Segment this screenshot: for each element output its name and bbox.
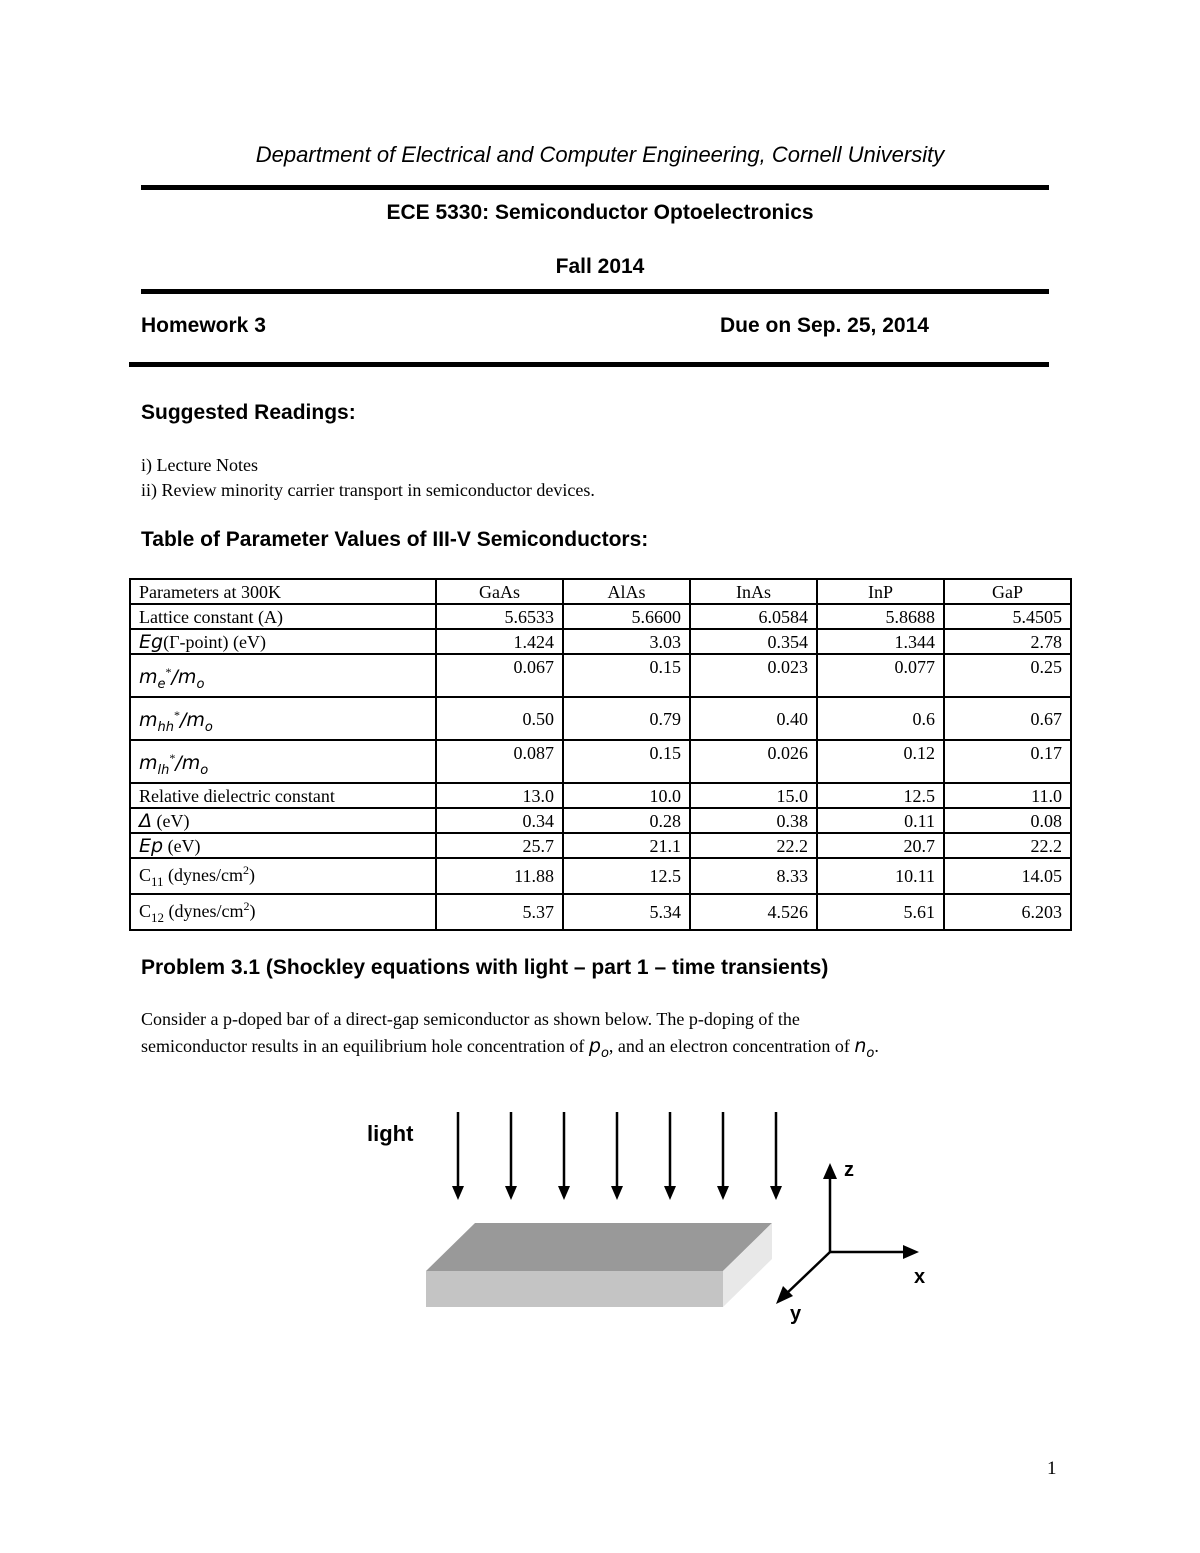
table-cell: 5.6600 (563, 604, 690, 629)
table-cell: 6.203 (944, 894, 1071, 930)
table-cell: 21.1 (563, 833, 690, 858)
unit-close: ) (249, 865, 256, 885)
symbol-m: m (139, 666, 158, 688)
axis-label-z: z (844, 1159, 854, 1181)
table-cell: 10.11 (817, 858, 944, 894)
table-cell: 5.61 (817, 894, 944, 930)
table-cell: 0.40 (690, 697, 817, 740)
light-arrowhead (558, 1186, 570, 1200)
problem-text-fragment: , and an electron concentration of (608, 1036, 855, 1056)
symbol-star: * (174, 708, 180, 722)
table-cell: 0.17 (944, 740, 1071, 783)
table-cell: 22.2 (690, 833, 817, 858)
symbol-c: C (139, 901, 152, 921)
table-cell: 0.08 (944, 808, 1071, 833)
table-cell: 0.077 (817, 654, 944, 697)
light-arrowhead (664, 1186, 676, 1200)
symbol-c-sub: 11 (151, 874, 164, 889)
symbol-sub: e (157, 677, 166, 692)
symbol-star: * (169, 751, 176, 765)
table-cell: 0.12 (817, 740, 944, 783)
symbol-p: p (588, 1035, 601, 1057)
table-cell: 3.03 (563, 629, 690, 654)
column-header: AlAs (563, 579, 690, 604)
due-date: Due on Sep. 25, 2014 (720, 314, 929, 337)
light-arrowhead (717, 1186, 729, 1200)
table-cell: 5.6533 (436, 604, 563, 629)
bar-front-face (426, 1271, 723, 1307)
table-cell: 2.78 (944, 629, 1071, 654)
table-cell: 25.7 (436, 833, 563, 858)
table-cell: 6.0584 (690, 604, 817, 629)
table-cell: 5.8688 (817, 604, 944, 629)
symbol-sub: lh (157, 763, 170, 778)
table-cell: 12.5 (817, 783, 944, 808)
problem-heading: Problem 3.1 (Shockley equations with light – part 1 – time transients) (141, 956, 829, 979)
table-cell: 0.087 (436, 740, 563, 783)
z-arrowhead (823, 1163, 837, 1179)
table-cell: 0.6 (817, 697, 944, 740)
symbol-n: n (854, 1035, 867, 1057)
table-cell: 0.11 (817, 808, 944, 833)
unit-sup: 2 (243, 863, 250, 877)
table-cell: 0.026 (690, 740, 817, 783)
column-header: Parameters at 300K (130, 579, 436, 604)
row-label-rest: (eV) (167, 835, 201, 856)
unit-close: ) (249, 901, 256, 921)
light-label: light (367, 1121, 414, 1146)
column-header: GaAs (436, 579, 563, 604)
axis-label-y: y (790, 1303, 802, 1325)
row-label: Lattice constant (A) (130, 604, 436, 629)
table-cell: 0.67 (944, 697, 1071, 740)
table-cell: 0.34 (436, 808, 563, 833)
row-label: Relative dielectric constant (130, 783, 436, 808)
table-cell: 0.023 (690, 654, 817, 697)
table-cell: 12.5 (563, 858, 690, 894)
column-header: GaP (944, 579, 1071, 604)
column-header: InP (817, 579, 944, 604)
table-cell: 0.15 (563, 740, 690, 783)
symbol-m: m (139, 752, 158, 774)
light-arrowhead (611, 1186, 623, 1200)
symbol-den: /m (175, 752, 201, 774)
light-arrows (452, 1112, 782, 1200)
course-title: ECE 5330: Semiconductor Optoelectronics (386, 201, 814, 224)
table-cell: 5.37 (436, 894, 563, 930)
reading-item: ii) Review minority carrier transport in semiconductor devices. (141, 480, 595, 500)
table-cell: 11.0 (944, 783, 1071, 808)
table-cell: 0.79 (563, 697, 690, 740)
semiconductor-bar (426, 1223, 772, 1307)
reading-item: i) Lecture Notes (141, 455, 258, 475)
table-cell: 0.067 (436, 654, 563, 697)
table-cell: 0.50 (436, 697, 563, 740)
symbol-c-sub: 12 (151, 910, 165, 925)
suggested-readings-heading: Suggested Readings: (141, 401, 356, 424)
table-cell: 20.7 (817, 833, 944, 858)
homework-title: Homework 3 (141, 314, 266, 337)
x-arrowhead (903, 1245, 919, 1259)
bar-top-face (426, 1223, 772, 1271)
problem-text-fragment: . (874, 1036, 879, 1056)
symbol-star: * (165, 665, 172, 679)
axis-label-x: x (914, 1266, 926, 1288)
table-cell: 22.2 (944, 833, 1071, 858)
problem-text-fragment: semiconductor results in an equilibrium hole concentration of (141, 1036, 589, 1056)
unit: (dynes/cm (168, 865, 244, 885)
table-cell: 0.38 (690, 808, 817, 833)
table-cell: 15.0 (690, 783, 817, 808)
symbol-den-sub: o (204, 720, 213, 735)
unit-sup: 2 (243, 899, 250, 913)
symbol-den: /m (171, 666, 197, 688)
page-number: 1 (1047, 1458, 1057, 1479)
unit: (dynes/cm (168, 901, 244, 921)
table-heading: Table of Parameter Values of III-V Semiconductors: (141, 528, 649, 551)
table-cell: 8.33 (690, 858, 817, 894)
table-cell: 1.344 (817, 629, 944, 654)
table-cell: 5.34 (563, 894, 690, 930)
symbol-delta: Δ (139, 809, 152, 832)
column-header: InAs (690, 579, 817, 604)
y-axis (785, 1252, 830, 1295)
problem-text-line: Consider a p-doped bar of a direct-gap semiconductor as shown below. The p-doping of the (141, 1009, 800, 1029)
symbol-c: C (139, 865, 152, 885)
symbol-n-sub: o (866, 1046, 875, 1061)
symbol-eg: Eg (139, 630, 164, 653)
light-arrowhead (505, 1186, 517, 1200)
light-arrowhead (452, 1186, 464, 1200)
symbol-p-sub: o (600, 1046, 609, 1061)
department-line: Department of Electrical and Computer Engineering, Cornell University (255, 142, 945, 167)
table-cell: 0.354 (690, 629, 817, 654)
table-cell: 4.526 (690, 894, 817, 930)
symbol-ep: Ep (139, 834, 164, 857)
table-cell: 13.0 (436, 783, 563, 808)
table-cell: 10.0 (563, 783, 690, 808)
table-cell: 0.15 (563, 654, 690, 697)
table-cell: 0.28 (563, 808, 690, 833)
row-label-rest: (eV) (156, 810, 190, 831)
table-cell: 5.4505 (944, 604, 1071, 629)
symbol-den-sub: o (196, 677, 205, 692)
term: Fall 2014 (555, 255, 645, 278)
table-cell: 14.05 (944, 858, 1071, 894)
table-cell: 11.88 (436, 858, 563, 894)
symbol-den-sub: o (200, 763, 209, 778)
table-cell: 0.25 (944, 654, 1071, 697)
row-label-rest: (Γ-point) (eV) (163, 631, 266, 652)
symbol-sub: hh (157, 720, 174, 735)
light-arrowhead (770, 1186, 782, 1200)
table-cell: 1.424 (436, 629, 563, 654)
symbol-m: m (139, 709, 158, 731)
coordinate-axes (776, 1163, 919, 1304)
symbol-den: /m (180, 709, 205, 731)
